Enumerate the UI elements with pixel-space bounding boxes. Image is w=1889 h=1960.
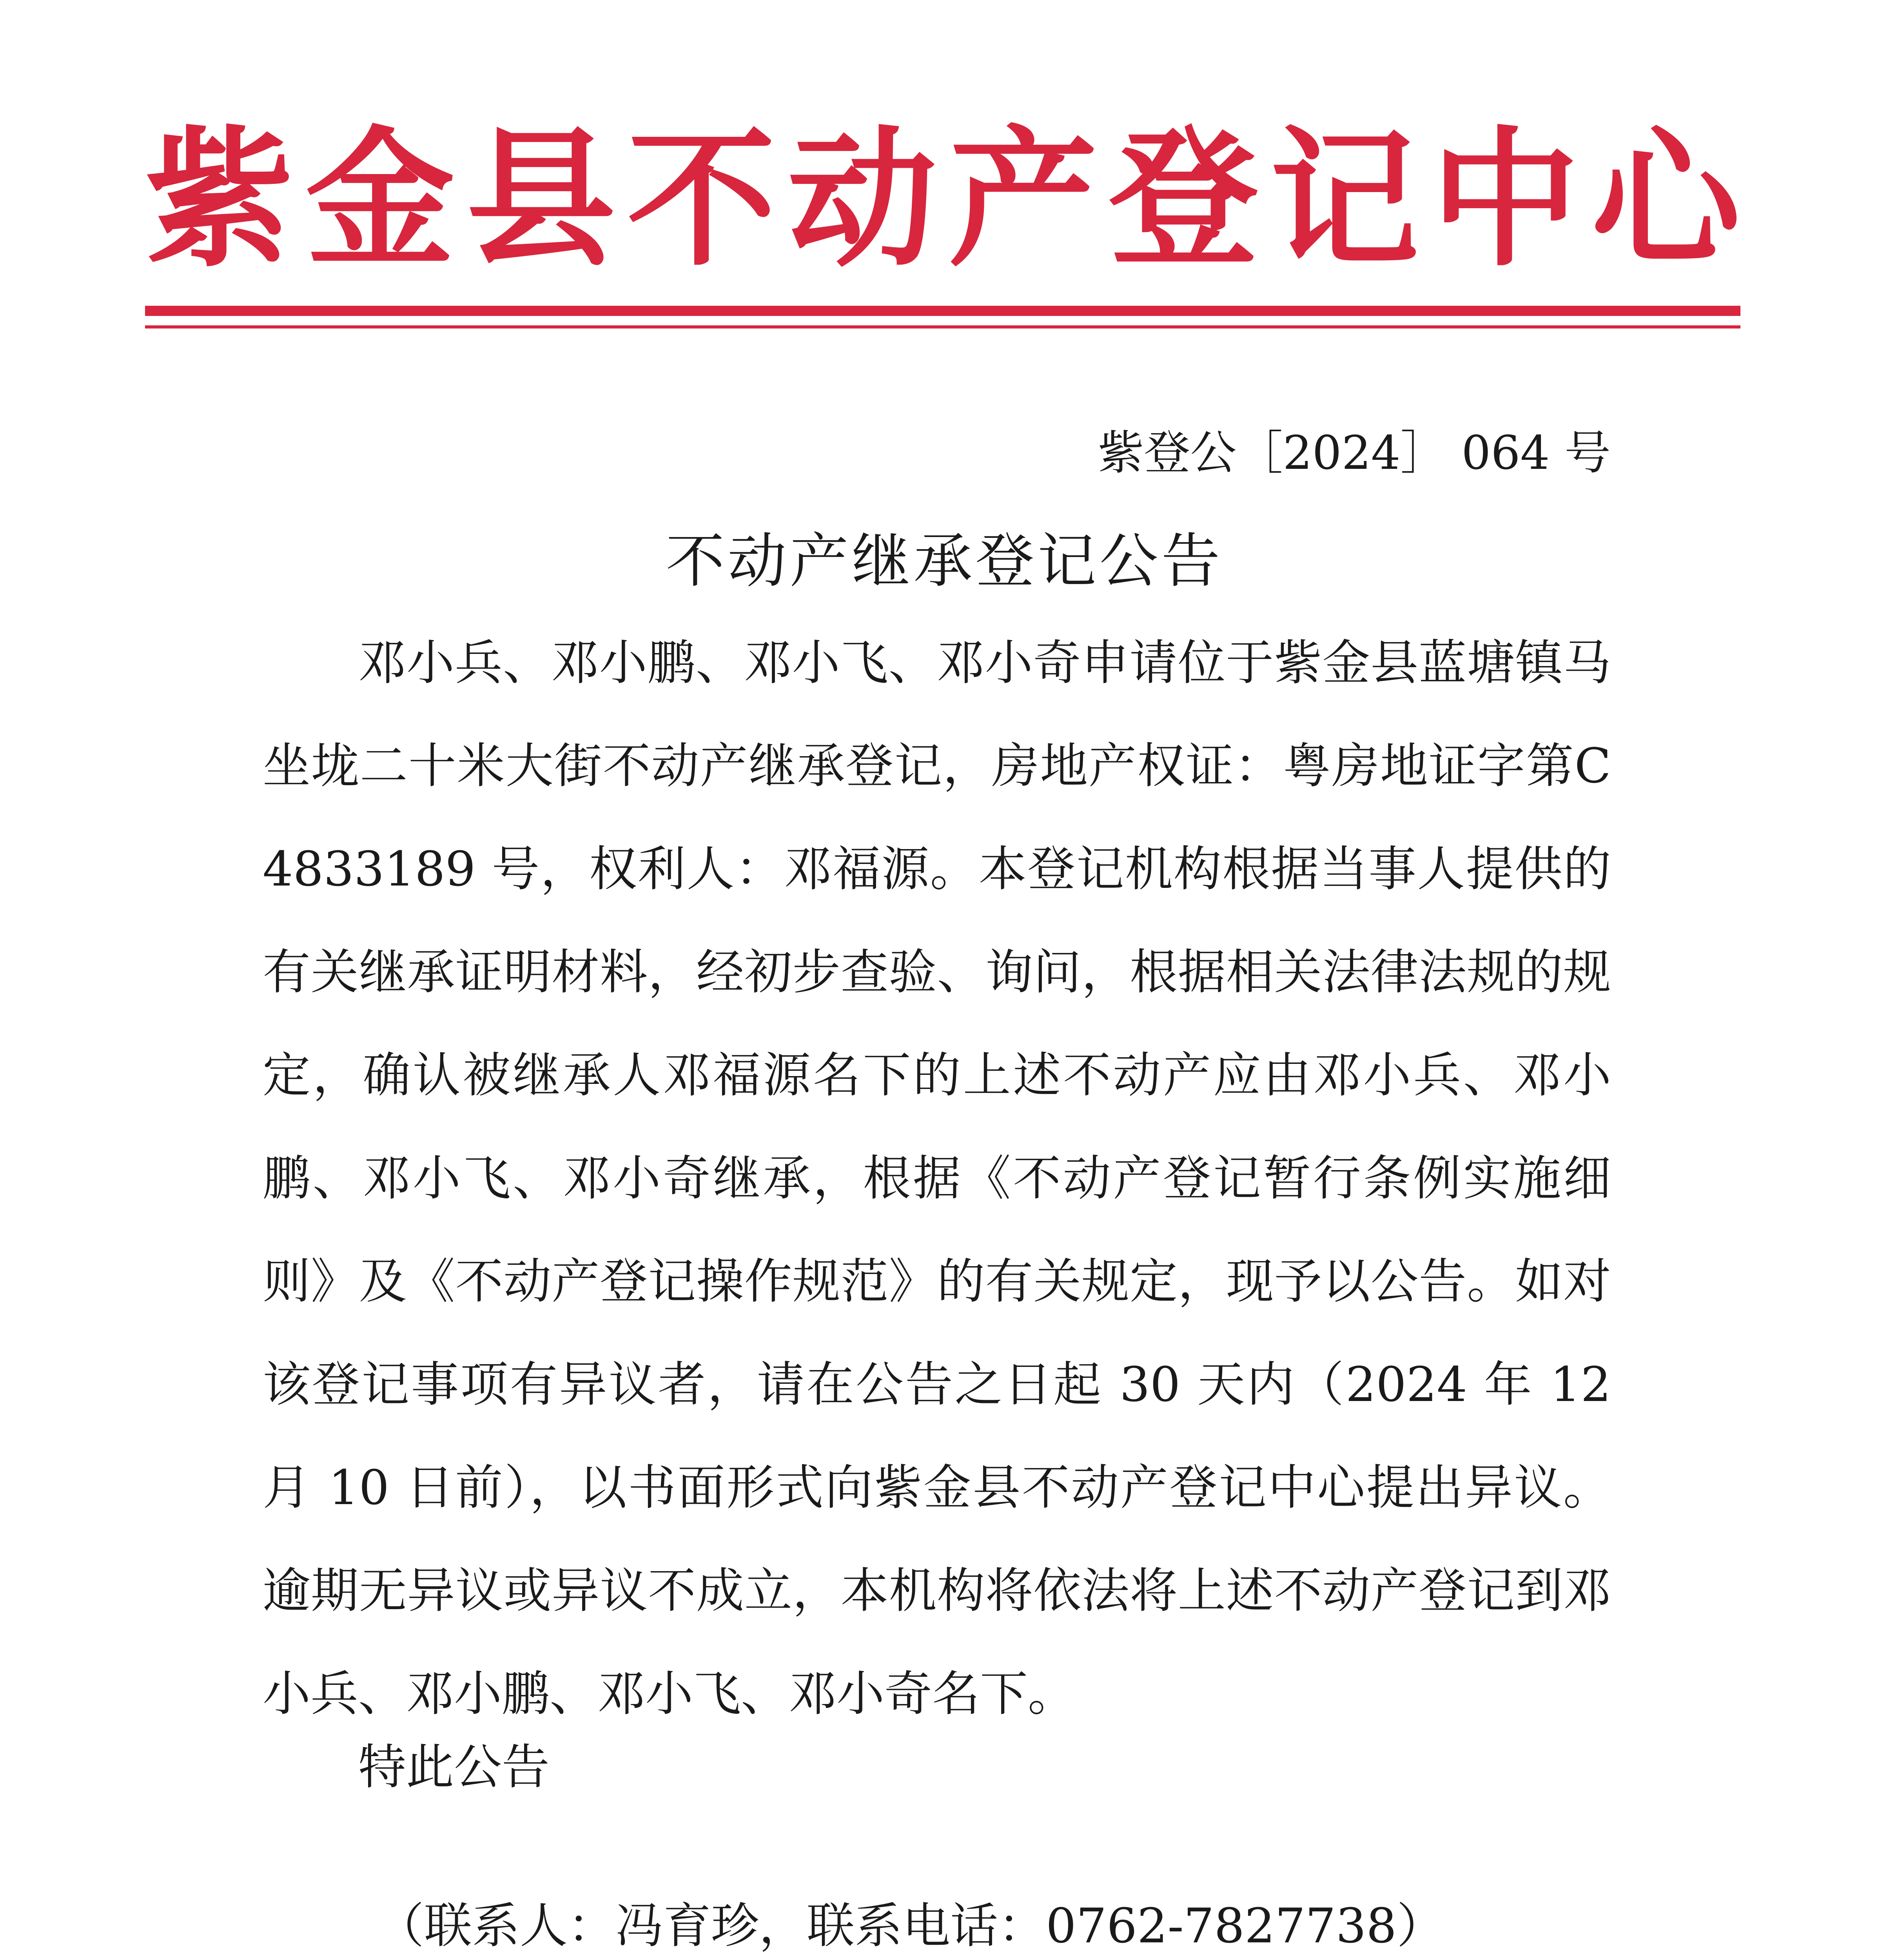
masthead-title: 紫金县不动产登记中心	[145, 113, 1752, 287]
body-paragraph: 邓小兵、邓小鹏、邓小飞、邓小奇申请位于紫金县蓝塘镇马坐垅二十米大街不动产继承登记，房地产权证：粤房地证字第C4833189 号，权利人：邓福源。本登记机构根据当事人提供的有关继承证明材料，经初步查验、询问，根据相关法律法规的规定，确认被继承人邓福源名下的上述不动产应由邓小兵、邓小鹏、邓小飞、邓小奇继承，根据《不动产登记暂行条例实施细则》及《不动产登记操作规范》的有关规定，现予以公告。如对该登记事项有异议者，请在公告之日起 30 天内（2024 年 12 月 10 日前），以书面形式向紫金县不动产登记中心提出异议。逾期无异议或异议不成立，本机构将依法将上述不动产登记到邓小兵、邓小鹏、邓小飞、邓小奇名下。	[263, 635, 1611, 1722]
header-rule-thin	[145, 325, 1740, 328]
document-title: 不动产继承登记公告	[666, 527, 1223, 595]
contact-line: （联系人：冯育珍，联系电话：0762-7827738）	[376, 1898, 1445, 1954]
closing-remark: 特此公告	[358, 1739, 550, 1795]
announcement-body	[263, 612, 1611, 1746]
document-number: 紫登公［2024］ 064 号	[1098, 426, 1611, 480]
header-rule-thick	[145, 306, 1740, 316]
